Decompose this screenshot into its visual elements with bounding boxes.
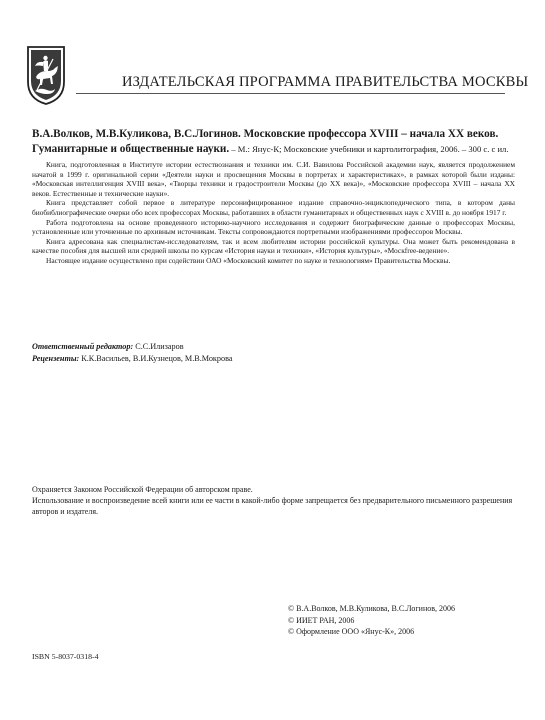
- editor-name: С.С.Илизаров: [133, 342, 184, 351]
- annotation-paragraph: Книга представляет собой первое в литературе персонифицированное издание справочно-энциклопедического типа, в котором даны биобиблиографические очерки обо всех профессорах Москвы, работавших в области гуманитарных и общественных наук с XVIII в. до ноября 1917 г.: [32, 198, 515, 217]
- annotation-paragraph: Настоящее издание осуществлено при содействии ОАО «Московский комитет по науке и технологиям» Правительства Москвы.: [46, 255, 451, 265]
- editor-row: [32, 341, 515, 353]
- annotation-paragraph: Книга адресована как специалистам-исследователям, так и всем любителям истории российской культуры. Она может быть рекомендована в качестве пособия для высшей или средней школы по курсам «История науки и техники», «История культуры», «Москfree-ведение».: [32, 236, 515, 256]
- copyright-notice: [32, 484, 515, 517]
- copyright-line: © В.А.Волков, М.В.Куликова, В.С.Логинов, 2006: [288, 604, 455, 613]
- bibliographic-description: [32, 127, 515, 157]
- notice-line: Охраняется Законом Российской Федерации об авторском праве.: [32, 485, 253, 494]
- notice-line: Использование и воспроизведение всей книги или ее части в какой-либо форме запрещается без предварительного письменного разрешения авторов и издателя.: [32, 496, 513, 516]
- credits: [32, 341, 515, 365]
- authors-and-title: В.А.Волков, М.В.Куликова, В.С.Логинов. Московские профессора XVIII – начала XX веков. Гуманитарные и общественные науки.: [32, 128, 499, 155]
- moscow-coat-of-arms-icon: [25, 44, 67, 106]
- program-title: ИЗДАТЕЛЬСКАЯ ПРОГРАММА ПРАВИТЕЛЬСТВА МОСКВЫ: [122, 74, 529, 90]
- copyright-line: © ИИЕТ РАН, 2006: [288, 615, 355, 625]
- copyright-line: © Оформление ООО «Янус-К», 2006: [288, 627, 415, 636]
- annotation-paragraph: Книга, подготовленная в Институте истории естествознания и техники им. С.И. Вавилова Российской академии наук, является продолжением начатой в 1999 г. оригинальной серии «Деятели науки и просвещения Москвы в портретах и характеристиках», в рамках которой были изданы: «Московская интеллигенция XVIII века», «Творцы техники и градостроители Москвы (до XX века)», «Московские профессора XVIII – начала XX веков. Естественные и технические науки».: [32, 160, 515, 198]
- reviewers-role: Рецензенты:: [32, 354, 80, 363]
- reviewers-row: [32, 353, 515, 365]
- reviewers-names: К.К.Васильев, В.И.Кузнецов, М.В.Мокрова: [79, 354, 233, 363]
- editor-role: Ответственный редактор:: [32, 342, 134, 351]
- imprint: – М.: Янус-К; Московские учебники и картолитография, 2006. – 300 с. с ил.: [229, 144, 509, 154]
- annotation: [32, 160, 515, 266]
- annotation-paragraph: Работа подготовлена на основе проведенного историко-научного исследования и содержит биографические данные о профессорах Москвы, установленные или уточненные по архивным источникам. Тексты сопровождаются портретными изображениями профессоров Москвы.: [32, 217, 515, 237]
- copyright-holders: [288, 603, 528, 638]
- isbn: ISBN 5-8037-0318-4: [32, 652, 99, 661]
- header-divider: [76, 93, 505, 94]
